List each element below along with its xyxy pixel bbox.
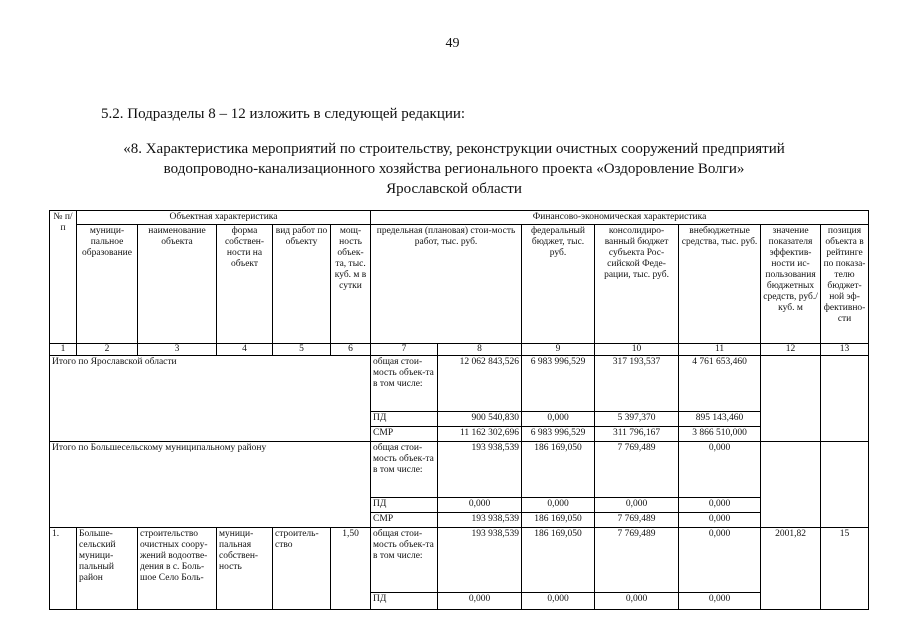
row-line-name: СМР (371, 513, 438, 528)
cell-consolidated: 311 796,167 (595, 427, 679, 442)
column-number: 11 (679, 344, 761, 356)
cell-federal: 186 169,050 (522, 442, 595, 498)
cell-max-cost: 193 938,539 (438, 513, 522, 528)
col-header-ownership: форма собствен-ности на объект (217, 225, 273, 344)
cell-federal: 0,000 (522, 498, 595, 513)
header-object: Объектная характеристика (77, 211, 371, 225)
column-number: 4 (217, 344, 273, 356)
column-number: 1 (50, 344, 77, 356)
cell-extrabudget: 0,000 (679, 528, 761, 593)
cell-consolidated: 317 193,537 (595, 356, 679, 412)
col-header-max-cost: предельная (плановая) стои-мость работ, тыс. руб. (371, 225, 522, 344)
cell-federal: 0,000 (522, 593, 595, 610)
cell-max-cost: 193 938,539 (438, 442, 522, 498)
page-number: 49 (445, 36, 460, 51)
cell-extrabudget: 3 866 510,000 (679, 427, 761, 442)
column-number: 8 (438, 344, 522, 356)
total-district-label: Итого по Большесельскому муниципальному району (50, 442, 371, 528)
column-number: 10 (595, 344, 679, 356)
col-header-work-type: вид работ по объекту (273, 225, 331, 344)
item-rank: 15 (821, 528, 869, 610)
cell-max-cost: 12 062 843,526 (438, 356, 522, 412)
cell-extrabudget: 0,000 (679, 513, 761, 528)
row-line-name: ПД (371, 593, 438, 610)
col-header-extrabudget: внебюджетные средства, тыс. руб. (679, 225, 761, 344)
table-row (50, 442, 869, 498)
column-number: 5 (273, 344, 331, 356)
cell-extrabudget: 4 761 653,460 (679, 356, 761, 412)
row-line-name: общая стои-мость объек-та в том числе: (371, 442, 438, 498)
column-number: 13 (821, 344, 869, 356)
heading (95, 139, 813, 199)
column-number: 6 (331, 344, 371, 356)
table-row (50, 356, 869, 412)
cell-max-cost: 0,000 (438, 593, 522, 610)
item-num: 1. (50, 528, 77, 610)
heading-line-2: водопроводно-канализационного хозяйства регионального проекта «Оздоровление Волги» (163, 161, 745, 177)
cell-extrabudget: 895 143,460 (679, 412, 761, 427)
cell-efficiency (761, 356, 821, 442)
column-number-row (50, 344, 869, 356)
cell-efficiency (761, 442, 821, 528)
column-number: 9 (522, 344, 595, 356)
cell-federal: 186 169,050 (522, 513, 595, 528)
row-line-name: ПД (371, 412, 438, 427)
col-header-efficiency: значение показателя эффектив-ности ис-пользования бюджетных средств, руб./ куб. м (761, 225, 821, 344)
col-header-consolidated: консолидиро-ванный бюджет субъекта Рос-сийской Феде-рации, тыс. руб. (595, 225, 679, 344)
row-line-name: СМР (371, 427, 438, 442)
column-number: 7 (371, 344, 438, 356)
item-efficiency: 2001,82 (761, 528, 821, 610)
characteristics-table (49, 210, 869, 610)
col-header-municipality: муници-пальное образование (77, 225, 138, 344)
cell-max-cost: 0,000 (438, 498, 522, 513)
cell-rank (821, 442, 869, 528)
item-capacity: 1,50 (331, 528, 371, 610)
header-row-top (50, 211, 869, 225)
header-num: № п/п (50, 211, 77, 344)
cell-consolidated: 0,000 (595, 593, 679, 610)
cell-max-cost: 193 938,539 (438, 528, 522, 593)
heading-line-1: «8. Характеристика мероприятий по строительству, реконструкции очистных сооружений предприятий (123, 141, 785, 157)
cell-consolidated: 0,000 (595, 498, 679, 513)
row-line-name: общая стои-мость объек-та в том числе: (371, 356, 438, 412)
cell-federal: 6 983 996,529 (522, 356, 595, 412)
cell-federal: 6 983 996,529 (522, 427, 595, 442)
cell-consolidated: 5 397,370 (595, 412, 679, 427)
column-number: 12 (761, 344, 821, 356)
col-header-rank: позиция объекта в рейтинге по показа-телю бюджет-ной эф-фективно-сти (821, 225, 869, 344)
cell-extrabudget: 0,000 (679, 442, 761, 498)
col-header-federal: федеральный бюджет, тыс. руб. (522, 225, 595, 344)
cell-federal: 0,000 (522, 412, 595, 427)
col-header-object-name: наименование объекта (138, 225, 217, 344)
cell-consolidated: 7 769,489 (595, 442, 679, 498)
column-number: 2 (77, 344, 138, 356)
row-line-name: общая стои-мость объек-та в том числе: (371, 528, 438, 593)
col-header-capacity: мощ-ность объек-та, тыс. куб. м в сутки (331, 225, 371, 344)
item-municipality: Больше-сельский муници-пальный район (77, 528, 138, 610)
heading-line-3: Ярославской области (386, 181, 522, 197)
cell-extrabudget: 0,000 (679, 498, 761, 513)
header-finance: Финансово-экономическая характеристика (371, 211, 869, 225)
cell-extrabudget: 0,000 (679, 593, 761, 610)
cell-consolidated: 7 769,489 (595, 528, 679, 593)
table-row (50, 528, 869, 593)
total-region-label: Итого по Ярославской области (50, 356, 371, 442)
item-work: строитель-ство (273, 528, 331, 610)
item-object: строительство очистных соору-жений водоотве-дения в с. Боль-шое Село Боль- (138, 528, 217, 610)
cell-max-cost: 11 162 302,696 (438, 427, 522, 442)
cell-consolidated: 7 769,489 (595, 513, 679, 528)
section-line: 5.2. Подразделы 8 – 12 изложить в следующей редакции: (101, 106, 466, 122)
cell-rank (821, 356, 869, 442)
header-row-columns (50, 225, 869, 344)
column-number: 3 (138, 344, 217, 356)
item-ownership: муници-пальная собствен-ность (217, 528, 273, 610)
cell-federal: 186 169,050 (522, 528, 595, 593)
cell-max-cost: 900 540,830 (438, 412, 522, 427)
row-line-name: ПД (371, 498, 438, 513)
